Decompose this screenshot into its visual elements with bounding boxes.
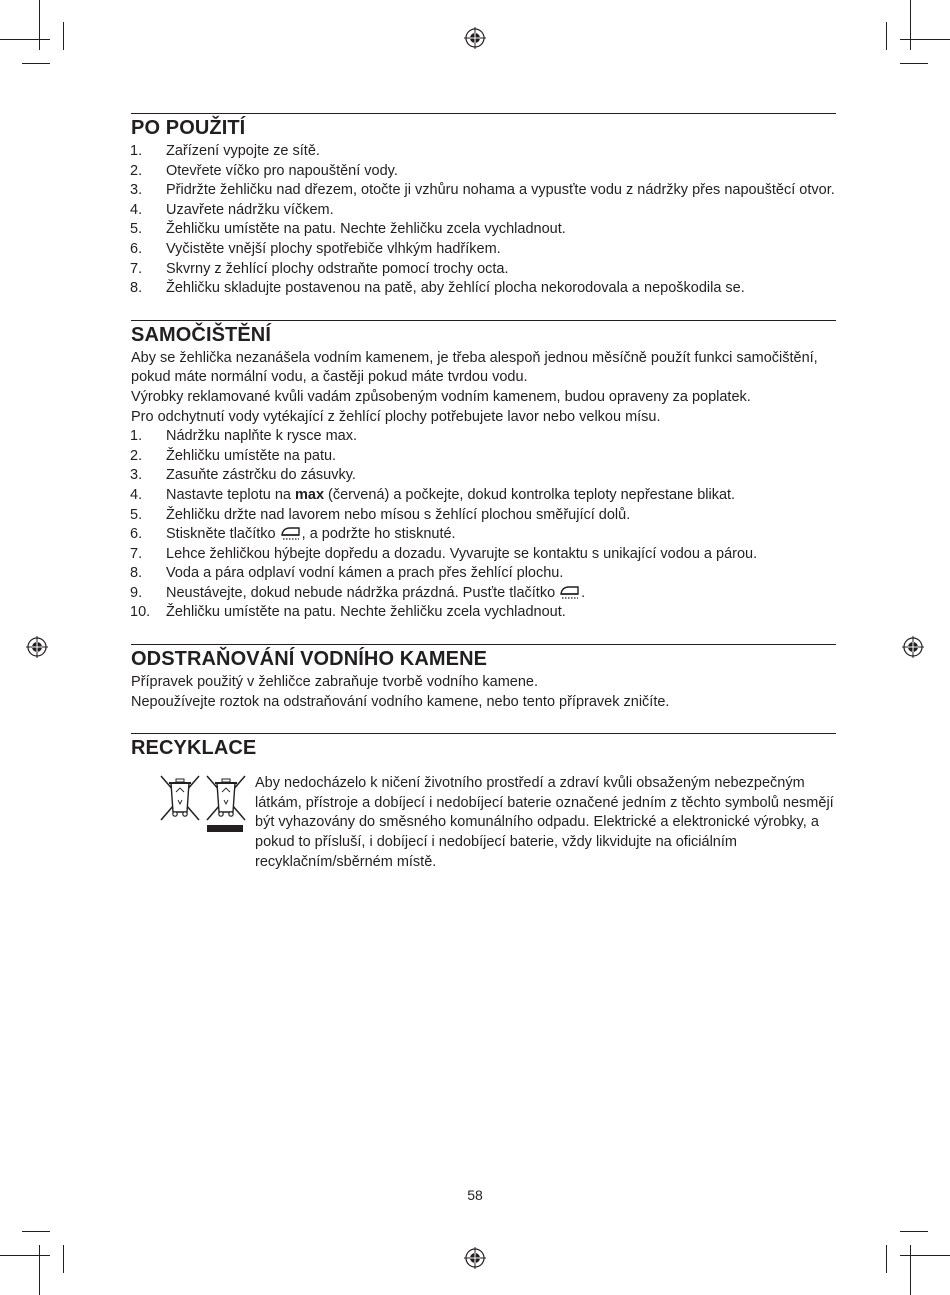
list-number: 5. xyxy=(130,221,143,238)
crossed-out-wheelie-bin-icon xyxy=(159,774,201,822)
iron-self-clean-icon xyxy=(280,525,302,541)
page-content xyxy=(131,113,836,872)
list-item-text: Nádržku naplňte k rysce max. xyxy=(166,428,357,445)
crop-mark xyxy=(900,39,950,40)
list-item xyxy=(131,279,836,299)
section-title: SAMOČIŠTĚNÍ xyxy=(131,323,271,346)
page-number: 58 xyxy=(467,1187,483,1203)
section-odstranovani xyxy=(131,644,836,712)
section-divider xyxy=(131,320,836,321)
list-item-text-post: , a podržte ho stisknuté. xyxy=(301,526,456,543)
paragraph: Nepoužívejte roztok na odstraňování vodního kamene, nebo tento přípravek zničíte. xyxy=(131,693,670,710)
weee-symbols xyxy=(131,774,255,844)
list-item-text: Žehličku umístěte na patu. Nechte žehličku zcela vychladnout. xyxy=(166,604,566,621)
recycling-text: Aby nedocházelo k ničení životního prostředí a zdraví kvůli obsaženým nebezpečným látkám, přístroje a dobíjecí i nedobíjecí baterie označené jedním z těchto symbolů nesmějí být vyhazovány do směsného komunálního odpadu. Elektrické a elektronické výrobky, a pokud to přísluší, i dobíjecí i nedobíjecí baterie, vždy likvidujte na oficiálním recyklačním/sběrném místě. xyxy=(255,775,834,870)
section-title: RECYKLACE xyxy=(131,737,257,760)
list-item-text: Voda a pára odplaví vodní kámen a prach přes žehlící plochu. xyxy=(166,565,564,582)
list-number: 7. xyxy=(130,545,143,562)
section-divider xyxy=(131,113,836,114)
list-number: 2. xyxy=(130,447,143,464)
list-number: 3. xyxy=(130,467,143,484)
list-item xyxy=(131,181,836,201)
list-item-text-pre: Stiskněte tlačítko xyxy=(166,526,280,543)
list-number: 10. xyxy=(130,604,151,621)
crop-mark xyxy=(886,1245,887,1273)
crop-mark xyxy=(63,22,64,50)
list-number: 2. xyxy=(130,162,143,179)
crop-mark xyxy=(910,0,911,50)
list-item xyxy=(131,142,836,162)
list-item xyxy=(131,427,836,447)
list-item xyxy=(131,584,836,604)
crop-mark xyxy=(39,1245,40,1295)
list-number: 3. xyxy=(130,182,143,199)
paragraph: Výrobky reklamované kvůli vadám způsobeným vodním kamenem, budou opraveny za poplatek. xyxy=(131,388,751,405)
list-number: 7. xyxy=(130,260,143,277)
numbered-list xyxy=(131,427,836,623)
paragraph: Přípravek použitý v žehličce zabraňuje tvorbě vodního kamene. xyxy=(131,674,539,691)
section-recyklace xyxy=(131,733,836,872)
crop-mark xyxy=(900,63,928,64)
list-number: 4. xyxy=(130,201,143,218)
list-number: 1. xyxy=(130,428,143,445)
section-po-pouziti xyxy=(131,113,836,299)
paragraph: Pro odchytnutí vody vytékající z žehlící plochy potřebujete lavor nebo velkou mísu. xyxy=(131,408,661,425)
list-item-text: Přidržte žehličku nad dřezem, otočte ji vzhůru nohama a vypusťte vodu z nádržky přes napouštěcí otvor. xyxy=(166,182,835,199)
list-number: 8. xyxy=(130,280,143,297)
list-item-text: Vyčistěte vnější plochy spotřebiče vlhkým hadříkem. xyxy=(166,240,501,257)
list-item-text: Žehličku skladujte postavenou na patě, aby žehlící plocha nekorodovala a nepoškodila se. xyxy=(166,280,745,297)
list-item-text-post: (červená) a počkejte, dokud kontrolka teploty nepřestane blikat. xyxy=(324,486,736,503)
list-item-text: Uzavřete nádržku víčkem. xyxy=(166,201,334,218)
list-item xyxy=(131,564,836,584)
list-item-text-post: . xyxy=(581,584,586,601)
list-item-text: Otevřete víčko pro napouštění vody. xyxy=(166,162,398,179)
paragraph: Aby se žehlička nezanášela vodním kamenem, je třeba alespoň jednou měsíčně použít funkci samočištění, pokud máte normální vodu, a častěji pokud máte tvrdou vodu. xyxy=(131,349,818,386)
bold-setting-max: max xyxy=(294,486,325,503)
list-item xyxy=(131,240,836,260)
list-item-text: Lehce žehličkou hýbejte dopředu a dozadu. Vyvarujte se kontaktu s unikající vodou a párou. xyxy=(166,545,758,562)
section-title: PO POUŽITÍ xyxy=(131,117,246,139)
list-number: 6. xyxy=(130,240,143,257)
list-number: 4. xyxy=(130,486,143,503)
crop-mark xyxy=(0,39,50,40)
recycling-block xyxy=(131,774,836,872)
list-item xyxy=(131,545,836,565)
list-item xyxy=(131,486,836,506)
registration-mark-icon xyxy=(26,636,48,658)
list-number: 9. xyxy=(130,584,143,601)
section-divider xyxy=(131,644,836,645)
list-item xyxy=(131,162,836,182)
list-item xyxy=(131,201,836,221)
list-number: 6. xyxy=(130,526,143,543)
crop-mark xyxy=(22,63,50,64)
list-item-text: Skvrny z žehlící plochy odstraňte pomocí trochy octa. xyxy=(166,260,509,277)
list-item-text: Žehličku umístěte na patu. Nechte žehličku zcela vychladnout. xyxy=(166,221,566,238)
registration-mark-icon xyxy=(902,636,924,658)
section-divider xyxy=(131,733,836,734)
numbered-list xyxy=(131,142,836,299)
crop-mark xyxy=(39,0,40,50)
crop-mark xyxy=(63,1245,64,1273)
list-item-text: Zařízení vypojte ze sítě. xyxy=(166,143,320,159)
list-item-text: Žehličku držte nad lavorem nebo mísou s žehlící plochou směřující dolů. xyxy=(166,506,631,523)
crop-mark xyxy=(0,1255,50,1256)
crop-mark xyxy=(886,22,887,50)
section-samocisteni xyxy=(131,320,836,623)
list-item xyxy=(131,220,836,240)
section-title: ODSTRAŇOVÁNÍ VODNÍHO KAMENE xyxy=(131,648,488,671)
list-item xyxy=(131,466,836,486)
list-item xyxy=(131,260,836,280)
list-item xyxy=(131,506,836,526)
list-item xyxy=(131,525,836,545)
registration-mark-icon xyxy=(464,27,486,49)
list-number: 1. xyxy=(130,143,143,159)
registration-mark-icon xyxy=(464,1247,486,1269)
list-item-text-pre: Neustávejte, dokud nebude nádržka prázdná. Pusťte tlačítko xyxy=(166,584,560,601)
crop-mark xyxy=(900,1231,928,1232)
crop-mark xyxy=(900,1255,950,1256)
list-item-text: Žehličku umístěte na patu. xyxy=(166,447,337,464)
list-number: 8. xyxy=(130,565,143,582)
list-number: 5. xyxy=(130,506,143,523)
list-item-text-pre: Nastavte teplotu na xyxy=(166,486,295,503)
list-item xyxy=(131,447,836,467)
list-item xyxy=(131,603,836,623)
crop-mark xyxy=(910,1245,911,1295)
iron-self-clean-icon xyxy=(559,584,581,600)
crop-mark xyxy=(22,1231,50,1232)
list-item-text: Zasuňte zástrčku do zásuvky. xyxy=(166,467,356,484)
crossed-out-wheelie-bin-icon xyxy=(205,774,247,834)
